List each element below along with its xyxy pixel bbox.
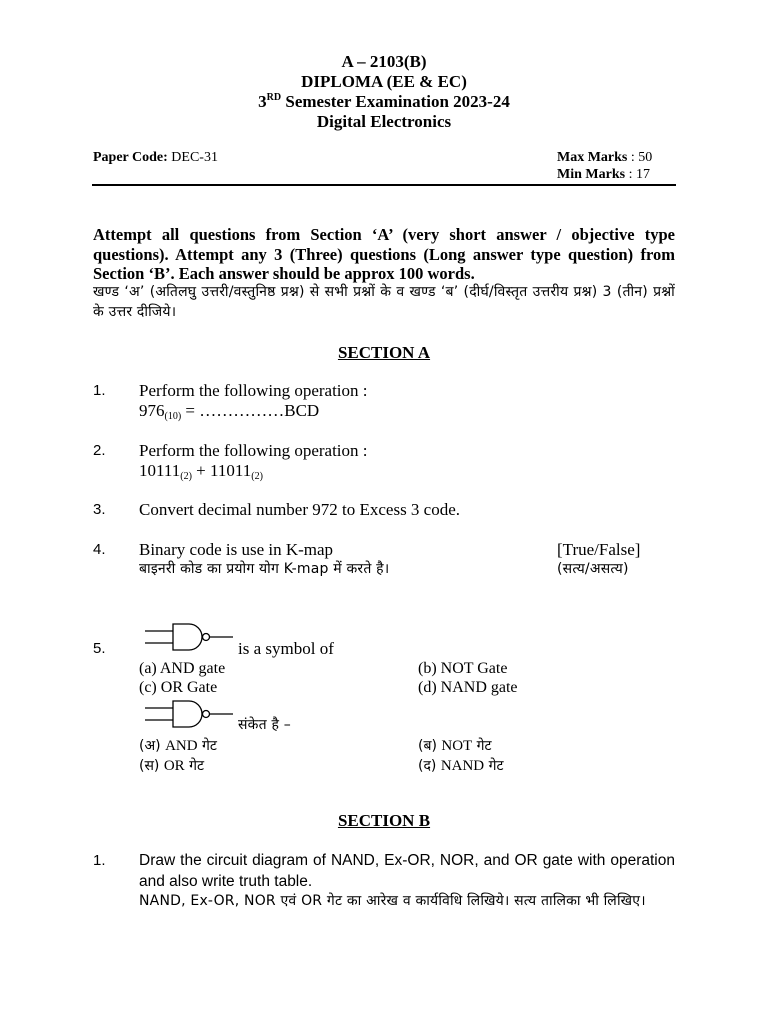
q5-h-c-post: गेट xyxy=(189,758,205,774)
max-marks xyxy=(557,149,652,166)
q5-h-b-pre: (ब) xyxy=(418,738,437,754)
q5-hindi-option-d xyxy=(418,756,504,776)
section-b-q1-number: 1. xyxy=(93,852,106,869)
q1-rest: = ……………BCD xyxy=(181,401,320,420)
q5-h-d-pre: (द) xyxy=(418,758,437,774)
q1-base-sub: (10) xyxy=(164,411,182,422)
section-a-q3-text: Convert decimal number 972 to Excess 3 code. xyxy=(139,500,461,519)
section-a-q2-expression xyxy=(139,461,263,481)
section-a-q2-text: Perform the following operation : xyxy=(139,441,368,460)
section-a-q4-true-false: [True/False] xyxy=(557,540,641,559)
section-a-q1-text: Perform the following operation : xyxy=(139,381,368,400)
q5-h-c-en: OR xyxy=(163,758,185,774)
max-marks-value: : 50 xyxy=(630,150,653,165)
exam-code: A – 2103(B) xyxy=(341,52,427,71)
paper-code xyxy=(93,149,218,166)
instructions-english: Attempt all questions from Section ‘A’ (very short answer / objective type questions). Attempt any 3 (Three) questions (Long answer type question) from Section ‘B’. Each answer should be approx 100 words. xyxy=(93,225,675,283)
q2-b: + 11011 xyxy=(191,461,252,480)
section-a-q4-true-false-hindi: (सत्य/असत्य) xyxy=(557,561,629,577)
q5-option-a: (a) AND gate xyxy=(139,660,226,677)
section-a-q4-number: 4. xyxy=(93,541,106,558)
section-a-q1-expression xyxy=(139,401,319,421)
semester-text: Semester Examination 2023-24 xyxy=(281,92,510,111)
min-marks-label: Min Marks xyxy=(557,167,626,182)
q5-option-c: (c) OR Gate xyxy=(139,679,218,696)
section-a-title: SECTION A xyxy=(337,343,431,362)
q5-option-d: (d) NAND gate xyxy=(418,679,518,696)
nand-gate-icon xyxy=(143,699,235,729)
section-a-q5-number: 5. xyxy=(93,640,106,657)
instructions-hindi: खण्ड ‘अ’ (अतिलघु उत्तरी/वस्तुनिष्ठ प्रश्न) से सभी प्रश्नों के व खण्ड ‘ब’ (दीर्घ/विस्तृत उत्तरीय प्रश्न) 3 (तीन) प्रश्नों के उत्तर दीजिये। xyxy=(93,284,675,320)
paper-code-value: DEC-31 xyxy=(171,150,218,165)
q5-option-b: (b) NOT Gate xyxy=(418,660,508,677)
q2-b-sub: (2) xyxy=(251,471,263,482)
section-a-q5-text: is a symbol of xyxy=(238,639,334,658)
section-a-q4-hindi: बाइनरी कोड का प्रयोग योग K-map में करते है। xyxy=(139,561,390,577)
q5-h-d-post: गेट xyxy=(488,758,504,774)
course-title: DIPLOMA (EE & EC) xyxy=(301,72,467,91)
section-a-q1-number: 1. xyxy=(93,382,106,399)
section-b-q1-text: Draw the circuit diagram of NAND, Ex-OR, NOR, and OR gate with operation and also write truth table. xyxy=(139,852,675,890)
q5-h-a-en: AND xyxy=(165,738,198,754)
q5-h-c-pre: (स) xyxy=(139,758,160,774)
min-marks xyxy=(557,166,650,183)
header-divider xyxy=(92,184,676,186)
q5-hindi-option-a xyxy=(139,736,217,756)
section-b-title: SECTION B xyxy=(337,811,431,830)
semester-line xyxy=(0,92,768,112)
semester-suffix: RD xyxy=(266,92,282,103)
semester-number: 3 xyxy=(258,92,267,111)
q5-h-a-post: गेट xyxy=(202,738,217,754)
max-marks-label: Max Marks xyxy=(557,150,628,165)
section-a-q3-number: 3. xyxy=(93,501,106,518)
section-a-q5-hindi: संकेत है – xyxy=(238,717,291,733)
paper-code-label: Paper Code: xyxy=(93,150,168,165)
section-a-q4-text: Binary code is use in K-map xyxy=(139,540,334,559)
q5-h-b-post: गेट xyxy=(476,738,492,754)
section-a-q2-number: 2. xyxy=(93,442,106,459)
subject-title: Digital Electronics xyxy=(316,112,452,131)
min-marks-value: : 17 xyxy=(628,167,650,182)
q2-a: 10111 xyxy=(139,461,181,480)
q2-a-sub: (2) xyxy=(180,471,192,482)
section-b-q1-hindi: NAND, Ex-OR, NOR एवं OR गेट का आरेख व कार्यविधि लिखिये। सत्य तालिका भी लिखिए। xyxy=(139,893,646,909)
q1-base: 976 xyxy=(139,401,165,420)
q5-hindi-option-c xyxy=(139,756,204,776)
q5-h-b-en: NOT xyxy=(441,738,473,754)
q5-hindi-option-b xyxy=(418,736,492,756)
nand-gate-icon xyxy=(143,622,235,652)
q5-h-a-pre: (अ) xyxy=(139,738,161,754)
q5-h-d-en: NAND xyxy=(440,758,485,774)
